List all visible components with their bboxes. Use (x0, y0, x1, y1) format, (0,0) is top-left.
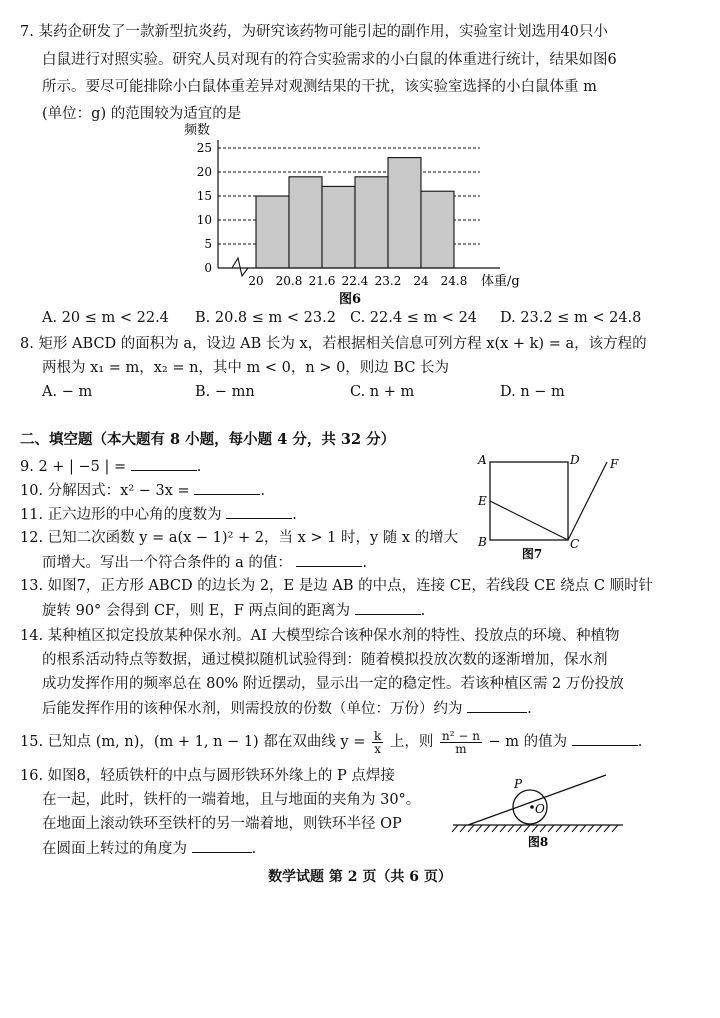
hatch-mark (572, 825, 578, 832)
hatch-mark (468, 825, 474, 832)
q15-frac1-num: k (373, 728, 382, 743)
q14-answer-blank[interactable] (467, 698, 527, 713)
q9: 9. 2 + | −5 | = . (20, 456, 201, 477)
x-tick-label: 23.2 (374, 274, 402, 288)
center-point-o (530, 805, 534, 809)
segment-ce (490, 501, 568, 540)
hatch-mark (612, 825, 618, 832)
q14-line-3: 成功发挥作用的频率总在 80% 附近摆动，显示出一定的稳定性。若该种植区需 2 万份投放 (42, 676, 624, 692)
label-o: O (535, 802, 545, 816)
q7-option-b: B. 20.8 ≤ m < 23.2 (195, 310, 336, 326)
q13-line-2: 旋转 90° 会得到 CF，则 E，F 两点间的距离为 . (42, 600, 425, 621)
q11-answer-blank[interactable] (226, 504, 292, 519)
page-footer: 数学试题 第 2 页（共 6 页） (268, 869, 452, 885)
label-d: D (570, 453, 580, 467)
q15-frac1-den: x (374, 741, 382, 756)
label-b: B (478, 535, 487, 549)
q15-fraction-expression (440, 730, 482, 755)
hatch-mark (548, 825, 554, 832)
label-f: F (610, 457, 619, 471)
q8-option-d: D. n − m (500, 384, 565, 400)
hatch-mark (476, 825, 482, 832)
label-a: A (478, 453, 487, 467)
hatch-mark (564, 825, 570, 832)
q8-line-2: 两根为 x₁ = m，x₂ = n，其中 m < 0，n > 0，则边 BC 长为 (42, 360, 450, 376)
q16-line-2: 在一起，此时，铁杆的一端着地，且与地面的夹角为 30°。 (42, 792, 421, 808)
q8-option-c: C. n + m (350, 384, 415, 400)
q13-answer-blank[interactable] (355, 600, 421, 615)
label-p: P (514, 777, 523, 791)
hatch-mark (460, 825, 466, 832)
hatch-mark (588, 825, 594, 832)
x-axis-label: 体重/g (481, 274, 520, 289)
x-tick-label: 24.8 (440, 274, 468, 288)
hatch-mark (540, 825, 546, 832)
q16-answer-blank[interactable] (192, 838, 252, 853)
q10: 10. 分解因式：x² − 3x = . (20, 480, 265, 501)
q7-line-2: 白鼠进行对照实验。研究人员对现有的符合实验需求的小白鼠的体重进行统计，结果如图6 (42, 52, 617, 68)
y-tick-label: 25 (196, 141, 212, 155)
figure-7-square (470, 450, 630, 565)
figure-7-caption: 图7 (521, 547, 543, 561)
q10-text: 10. 分解因式：x² − 3x = (20, 483, 190, 499)
section-2-title: 二、填空题（本大题有 8 小题，每小题 4 分，共 32 分） (20, 431, 396, 448)
q15-suffix: − m 的值为 (488, 734, 568, 750)
x-tick-label: 21.6 (308, 274, 336, 288)
ground-hatching (452, 825, 618, 832)
hatch-mark (500, 825, 506, 832)
hatch-mark (556, 825, 562, 832)
histogram-bar (256, 196, 289, 268)
q15: 15. 已知点 (m, n)，(m + 1, n − 1) 都在双曲线 y = $\frac{k}{x}$ 上，则 $\frac{\text{n² − n}}{m}$ − m 的值为 . (20, 728, 643, 756)
hatch-mark (604, 825, 610, 832)
q15-answer-blank[interactable] (572, 731, 638, 746)
q16-line-3: 在地面上滚动铁环至铁杆的另一端着地，则铁环半径 OP (42, 816, 402, 832)
hatch-mark (596, 825, 602, 832)
q15-frac2-den: m (455, 741, 467, 756)
q13-text: 旋转 90° 会得到 CF，则 E，F 两点间的距离为 (42, 603, 351, 619)
q12-text: 而增大。写出一个符合条件的 a 的值： (42, 555, 292, 571)
q8-option-a: A. − m (42, 384, 93, 400)
figure-8-ring-and-rod (448, 770, 628, 860)
q7-line-4: (单位：g) 的范围较为适宜的是 (42, 106, 242, 122)
x-tick-label: 22.4 (341, 274, 369, 288)
q16-text: 在圆面上转过的角度为 (42, 841, 187, 857)
y-tick-label: 15 (196, 189, 212, 203)
hatch-mark (532, 825, 538, 832)
x-tick-label: 20.8 (275, 274, 303, 288)
x-tick-label: 20 (248, 274, 264, 288)
q8-option-b: B. − mn (195, 384, 255, 400)
q15-fraction-k-over-x (372, 730, 383, 755)
q13-line-1: 13. 如图7，正方形 ABCD 的边长为 2，E 是边 AB 的中点，连接 CE，若线段 CE 绕点 C 顺时针 (20, 578, 654, 594)
q7-option-a: A. 20 ≤ m < 22.4 (42, 310, 169, 326)
segment-cf (568, 462, 607, 540)
q7-option-d: D. 23.2 ≤ m < 24.8 (500, 310, 642, 326)
q7-line-3: 所示。要尽可能排除小白鼠体重差异对观测结果的干扰，该实验室选择的小白鼠体重 m (42, 79, 597, 95)
histogram-figure-6 (180, 120, 520, 305)
q15-prefix: 15. 已知点 (m, n)，(m + 1, n − 1) 都在双曲线 y = (20, 734, 366, 750)
label-c: C (570, 537, 580, 551)
chart-caption: 图6 (338, 292, 362, 305)
label-e: E (478, 494, 487, 508)
q14-line-1: 14. 某种植区拟定投放某种保水剂。AI 大模型综合该种保水剂的特性、投放点的环境、种植物 (20, 628, 620, 644)
iron-rod (468, 775, 606, 825)
hatch-mark (508, 825, 514, 832)
figure-8-caption: 图8 (527, 835, 549, 849)
hatch-mark (524, 825, 530, 832)
q14-line-4: 后能发挥作用的该种保水剂，则需投放的份数（单位：万份）约为 . (42, 698, 532, 719)
axis-break-mark (232, 258, 248, 276)
y-tick-label: 10 (196, 213, 212, 227)
q12-line-1: 12. 已知二次函数 y = a(x − 1)² + 2，当 x > 1 时，y 随 x 的增大 (20, 530, 459, 546)
x-tick-label: 24 (413, 274, 429, 288)
q16-line-1: 16. 如图8，轻质铁杆的中点与圆形铁环外缘上的 P 点焊接 (20, 768, 395, 784)
hatch-mark (580, 825, 586, 832)
y-tick-label: 20 (196, 165, 212, 179)
q7-line-1: 7. 某药企研发了一款新型抗炎药，为研究该药物可能引起的副作用，实验室计划选用40只小 (20, 24, 608, 40)
q12-line-2: 而增大。写出一个符合条件的 a 的值： . (42, 552, 367, 573)
y-tick-label: 0 (204, 261, 212, 275)
hatch-mark (492, 825, 498, 832)
q8-line-1: 8. 矩形 ABCD 的面积为 a，设边 AB 长为 x，若根据相关信息可列方程 x(x + k) = a，该方程的 (20, 336, 647, 352)
square-abcd (490, 462, 568, 540)
q12-answer-blank[interactable] (296, 552, 362, 567)
histogram-bar (388, 158, 421, 268)
histogram-bar (421, 191, 454, 268)
y-tick-label: 5 (204, 237, 212, 251)
q7-option-c: C. 22.4 ≤ m < 24 (350, 310, 478, 326)
q11-text: 11. 正六边形的中心角的度数为 (20, 507, 222, 523)
q9-answer-blank[interactable] (131, 456, 197, 471)
q15-mid: 上，则 (389, 734, 434, 750)
q11: 11. 正六边形的中心角的度数为 . (20, 504, 297, 525)
q15-frac2-num: n² − n (441, 728, 480, 743)
hatch-mark (452, 825, 458, 832)
q9-text: 9. 2 + | −5 | = (20, 459, 127, 475)
histogram-bar (289, 177, 322, 268)
q14-text: 后能发挥作用的该种保水剂，则需投放的份数（单位：万份）约为 (42, 701, 463, 717)
histogram-bar (355, 177, 388, 268)
histogram-bar (322, 186, 355, 268)
hatch-mark (516, 825, 522, 832)
q14-line-2: 的根系活动特点等数据，通过模拟随机试验得到：随着模拟投放次数的逐渐增加，保水剂 (42, 652, 608, 668)
y-axis-label: 频数 (184, 123, 211, 138)
hatch-mark (484, 825, 490, 832)
q16-line-4: 在圆面上转过的角度为 . (42, 838, 256, 859)
q10-answer-blank[interactable] (194, 480, 260, 495)
